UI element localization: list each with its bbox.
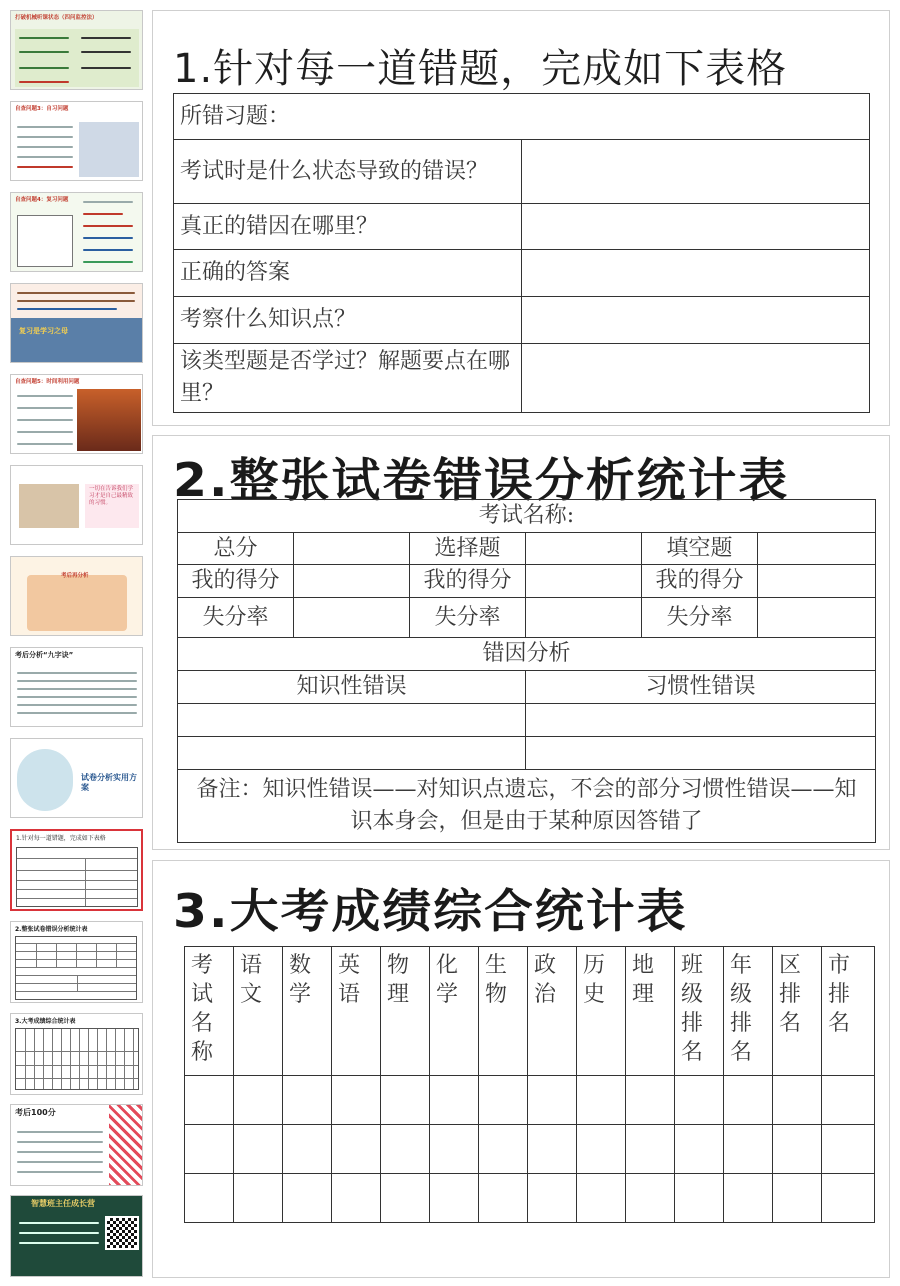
slide-title: 2.整张试卷错误分析统计表 [173, 453, 790, 507]
thumbnail-line [83, 261, 133, 263]
thumbnail-line [19, 37, 69, 39]
error-analysis-table [177, 499, 876, 843]
fill-blank-label: 填空题 [642, 533, 758, 565]
thumbnail-line [19, 51, 69, 53]
my-score-label: 我的得分 [410, 565, 526, 598]
slide-thumbnail-12[interactable] [10, 1013, 143, 1095]
row-learned-input[interactable] [522, 344, 870, 413]
slide-title: 1.针对每一道错题，完成如下表格 [173, 46, 788, 92]
score-cell[interactable] [430, 1076, 479, 1125]
thumbnail-line [17, 146, 73, 148]
thumbnail-line [17, 712, 137, 714]
study-image [11, 318, 143, 363]
thumbnail-line [17, 672, 137, 674]
score-cell[interactable] [381, 1076, 430, 1125]
slide-thumbnail-8[interactable] [10, 647, 143, 727]
clock-image [77, 389, 141, 451]
score-cell[interactable] [773, 1125, 822, 1174]
loss-rate-label: 失分率 [642, 598, 758, 638]
thumbnail-line [83, 213, 123, 215]
header-row [185, 947, 875, 1076]
thumbnail-line [17, 680, 137, 682]
thumbnail-line [17, 704, 137, 706]
slide-thumbnail-14[interactable] [10, 1195, 143, 1277]
thumbnail-line [17, 443, 73, 445]
header-grade-rank: 年级排名 [724, 947, 773, 1076]
header-english: 英语 [332, 947, 381, 1076]
thumbnail-line [17, 292, 135, 294]
study-illustration [19, 484, 79, 528]
thumbnail-line [17, 308, 117, 310]
score-cell[interactable] [185, 1125, 234, 1174]
score-cell[interactable] [430, 1125, 479, 1174]
row-real-cause-input[interactable] [522, 204, 870, 250]
thumbnail-line [83, 225, 133, 227]
score-cell[interactable] [430, 1174, 479, 1223]
thumbnail-line [17, 1171, 103, 1173]
thumbnail-title: 打破机械听课状态（四问监控法） [15, 15, 98, 21]
my-score-value[interactable] [758, 565, 876, 598]
thumbnail-line [83, 237, 133, 239]
thumbnail-line [17, 431, 73, 433]
loss-rate-label: 失分率 [410, 598, 526, 638]
thumbnail-line [17, 1151, 103, 1153]
thumbnail-line [17, 1161, 103, 1163]
header-biology: 生物 [479, 947, 528, 1076]
row-knowledge-point-input[interactable] [522, 297, 870, 344]
habit-error-cell[interactable] [526, 737, 876, 770]
classroom-image [79, 122, 139, 177]
thumbnail-title: 考后100分 [15, 1108, 56, 1117]
score-cell[interactable] [822, 1174, 875, 1223]
thumbnail-title: 智慧班主任成长营 [31, 1199, 95, 1208]
score-cell[interactable] [528, 1125, 577, 1174]
forgetting-curve-chart [17, 215, 73, 267]
row-exam-state-input[interactable] [522, 140, 870, 204]
thumbnail-line [17, 126, 73, 128]
loss-rate-value[interactable] [758, 598, 876, 638]
slide-thumbnail-10[interactable] [10, 829, 143, 911]
score-cell[interactable] [283, 1076, 332, 1125]
row-exam-state-label: 考试时是什么状态导致的错误？ [174, 140, 522, 204]
fill-blank-value[interactable] [758, 533, 876, 565]
score-cell[interactable] [626, 1076, 675, 1125]
analysis-illustration [17, 749, 73, 811]
score-cell[interactable] [479, 1125, 528, 1174]
table-row [185, 1174, 875, 1223]
thumbnail-line [17, 1131, 103, 1133]
table-row [185, 1076, 875, 1125]
score-cell[interactable] [773, 1174, 822, 1223]
my-score-label: 我的得分 [642, 565, 758, 598]
score-cell[interactable] [332, 1125, 381, 1174]
score-cell[interactable] [626, 1174, 675, 1223]
loss-rate-label: 失分率 [178, 598, 294, 638]
score-cell[interactable] [332, 1174, 381, 1223]
knowledge-error-cell[interactable] [178, 704, 526, 737]
header-history: 历史 [577, 947, 626, 1076]
wrong-question-table [173, 93, 870, 413]
score-cell[interactable] [626, 1125, 675, 1174]
thumbnail-line [19, 1242, 99, 1244]
slide-thumbnail-11[interactable] [10, 921, 143, 1003]
thumbnail-line [17, 688, 137, 690]
thumbnail-title: 试卷分析实用方案 [81, 773, 137, 792]
thumbnail-line [17, 1141, 103, 1143]
pattern-decoration [109, 1105, 143, 1186]
header-city-rank: 市排名 [822, 947, 875, 1076]
thumbnail-line [17, 156, 73, 158]
header-math: 数学 [283, 947, 332, 1076]
header-district-rank: 区排名 [773, 947, 822, 1076]
qr-code-icon [105, 1216, 139, 1250]
score-cell[interactable] [283, 1125, 332, 1174]
score-cell[interactable] [479, 1174, 528, 1223]
score-cell[interactable] [234, 1125, 283, 1174]
thumbnail-line [81, 37, 131, 39]
score-cell[interactable] [528, 1076, 577, 1125]
slide-thumbnail-4[interactable] [10, 283, 143, 363]
score-cell[interactable] [724, 1076, 773, 1125]
header-politics: 政治 [528, 947, 577, 1076]
row-learned-label: 该类型题是否学过？解题要点在哪里？ [174, 344, 522, 413]
thumbnail-title: 考后再分析 [61, 573, 89, 579]
loss-rate-value[interactable] [294, 598, 410, 638]
loss-rate-value[interactable] [526, 598, 642, 638]
score-cell[interactable] [283, 1174, 332, 1223]
header-chinese: 语文 [234, 947, 283, 1076]
score-cell[interactable] [185, 1076, 234, 1125]
slide-score-statistics [152, 860, 890, 1278]
score-cell[interactable] [577, 1076, 626, 1125]
header-exam-name: 考试名称 [185, 947, 234, 1076]
score-cell[interactable] [234, 1174, 283, 1223]
thumbnail-line [81, 67, 131, 69]
table-row [185, 1125, 875, 1174]
slide-thumbnail-5[interactable] [10, 374, 143, 454]
thumbnail-line [17, 407, 73, 409]
total-score-value[interactable] [294, 533, 410, 565]
thumbnail-title: 自查问题3：自习问题 [15, 106, 69, 112]
exam-name-cell[interactable]: 考试名称: [178, 500, 876, 533]
habit-error-header: 习惯性错误 [526, 671, 876, 704]
score-cell[interactable] [381, 1174, 430, 1223]
thumbnail-line [19, 67, 69, 69]
slide-thumbnail-3[interactable] [10, 192, 143, 272]
thumbnail-line [81, 51, 131, 53]
header-geography: 地理 [626, 947, 675, 1076]
knowledge-error-header: 知识性错误 [178, 671, 526, 704]
slide-thumbnail-1[interactable] [10, 10, 143, 90]
thumbnail-line [17, 419, 73, 421]
slide-thumbnail-7[interactable] [10, 556, 143, 636]
header-physics: 物理 [381, 947, 430, 1076]
thumbnail-line [17, 395, 73, 397]
slide-thumbnail-2[interactable] [10, 101, 143, 181]
row-real-cause-label: 真正的错因在哪里？ [174, 204, 522, 250]
my-score-label: 我的得分 [178, 565, 294, 598]
choice-value[interactable] [526, 533, 642, 565]
thumbnail-title: 复习是学习之母 [19, 327, 68, 335]
row-wrong-question[interactable]: 所错习题： [174, 94, 870, 140]
thumbnail-title: 3.大考成绩综合统计表 [15, 1018, 76, 1025]
thumbnail-title: 考后分析“九字诀” [15, 651, 74, 659]
thumbnail-line [17, 696, 137, 698]
note-cell: 备注：知识性错误——对知识点遗忘，不会的部分习惯性错误——知识本身会，但是由于某种原因答错了 [178, 770, 876, 843]
score-cell[interactable] [381, 1125, 430, 1174]
slide-wrong-question-form [152, 10, 890, 426]
thumbnail-title: 1.针对每一道错题，完成如下表格 [16, 835, 106, 842]
thumbnail-table [15, 1028, 139, 1090]
thumbnail-title: 自查问题4：复习问题 [15, 197, 69, 203]
score-cell[interactable] [675, 1125, 724, 1174]
thumbnail-line [19, 81, 69, 83]
thumbnail-title: 自查问题5：时间利用问题 [15, 379, 80, 385]
thumbnail-line [83, 249, 133, 251]
thumbnail-line [83, 201, 133, 203]
score-cell[interactable] [528, 1174, 577, 1223]
row-correct-answer-label: 正确的答案 [174, 250, 522, 297]
error-analysis-heading: 错因分析 [178, 638, 876, 671]
score-cell[interactable] [675, 1076, 724, 1125]
thumbnail-title: 一切在告诉我们学习才是自己最精致的习惯。 [89, 486, 134, 506]
thumbnail-table [15, 936, 137, 1000]
row-knowledge-point-label: 考察什么知识点？ [174, 297, 522, 344]
habit-error-cell[interactable] [526, 704, 876, 737]
row-correct-answer-input[interactable] [522, 250, 870, 297]
score-cell[interactable] [577, 1174, 626, 1223]
score-cell[interactable] [332, 1076, 381, 1125]
slide-error-analysis [152, 435, 890, 850]
exam-illustration [27, 575, 127, 631]
my-score-value[interactable] [526, 565, 642, 598]
score-cell[interactable] [577, 1125, 626, 1174]
thumbnail-table [16, 847, 138, 907]
thumbnail-line [17, 166, 73, 168]
header-class-rank: 班级排名 [675, 947, 724, 1076]
score-statistics-table [184, 946, 875, 1223]
thumbnail-line [19, 1222, 99, 1224]
score-cell[interactable] [724, 1125, 773, 1174]
score-cell[interactable] [724, 1174, 773, 1223]
total-score-label: 总分 [178, 533, 294, 565]
score-cell[interactable] [479, 1076, 528, 1125]
thumbnail-line [19, 1232, 99, 1234]
slide-thumbnail-9[interactable] [10, 738, 143, 818]
thumbnail-title: 2.整张试卷错误分析统计表 [15, 926, 88, 933]
knowledge-error-cell[interactable] [178, 737, 526, 770]
score-cell[interactable] [675, 1174, 724, 1223]
slide-title: 3.大考成绩综合统计表 [173, 884, 688, 938]
thumbnail-line [17, 136, 73, 138]
score-cell[interactable] [822, 1125, 875, 1174]
score-cell[interactable] [185, 1174, 234, 1223]
slide-thumbnail-6[interactable] [10, 465, 143, 545]
score-cell[interactable] [234, 1076, 283, 1125]
header-chemistry: 化学 [430, 947, 479, 1076]
slide-thumbnail-panel [0, 0, 150, 1286]
choice-label: 选择题 [410, 533, 526, 565]
score-cell[interactable] [822, 1076, 875, 1125]
thumbnail-line [17, 300, 135, 302]
my-score-value[interactable] [294, 565, 410, 598]
score-cell[interactable] [773, 1076, 822, 1125]
slide-thumbnail-13[interactable] [10, 1104, 143, 1186]
